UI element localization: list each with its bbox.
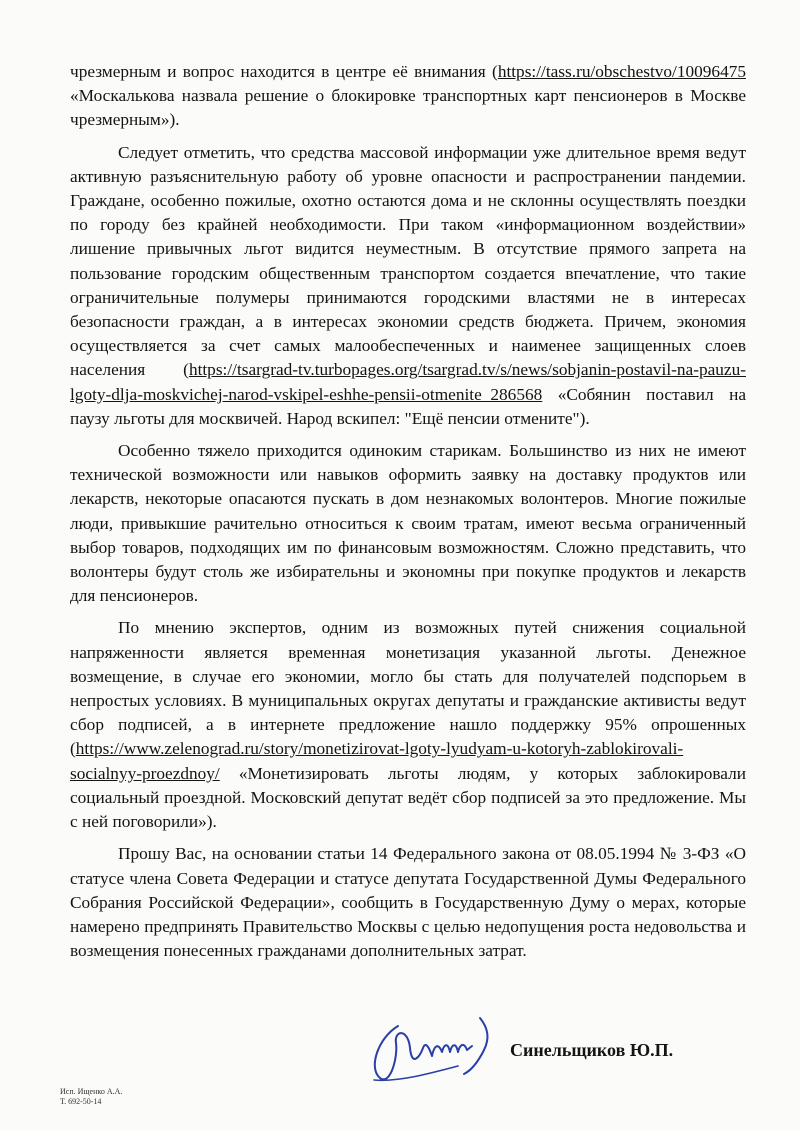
paragraph-3: Особенно тяжело приходится одиноким старикам. Большинство из них не имеют технической возможности или навыков оформить заявку на доставку продуктов или лекарств, некоторые опасаются пускать в дом незнакомых волонтеров. Многие пожилые люди, привыкшие рачительно относиться к своим тратам, имеют весьма ограниченный выбор товаров, подходящих им по финансовым возможностям. Сложно представить, что волонтеры будут столь же избирательны и экономны при покупке продуктов и лекарств для пенсионеров. (70, 441, 746, 606)
paragraph-5: Прошу Вас, на основании статьи 14 Федерального закона от 08.05.1994 № 3-ФЗ «О статусе члена Совета Федерации и статусе депутата Государственной Думы Федерального Собрания Российской Федерации», сообщить в Государственную Думу о мерах, которые намерено предпринять Правительство Москвы с целью недопущения роста недовольства и возмещения понесенных гражданами дополнительных затрат. (70, 844, 746, 961)
paragraph-1 (70, 60, 746, 133)
executor-name: Исп. Ищенко А.А. (60, 1087, 123, 1096)
tass-link[interactable]: https://tass.ru/obschestvo/10096475 (497, 62, 746, 81)
paragraph-1-text-end: «Москалькова назвала решение о блокировке транспортных карт пенсионеров в Москве чрезмерным»). (70, 86, 746, 130)
paragraph-1-text-start: чрезмерным и вопрос находится в центре её внимания ( (70, 62, 498, 81)
paragraph-4 (70, 616, 746, 834)
handwritten-signature (368, 1008, 508, 1088)
signature-icon (368, 1008, 508, 1088)
paragraph-2 (70, 141, 746, 431)
executor-phone: Т. 692-50-14 (60, 1097, 102, 1106)
zelenograd-link[interactable]: https://www.zelenograd.ru/story/monetizirovat-lgoty-lyudyam-u-kotoryh-zablokirovali-socialnyy-proezdnoy/ (70, 739, 684, 783)
signer-name: Синельщиков Ю.П. (510, 1040, 674, 1060)
paragraph-2-text-end: «Собянин поставил на паузу льготы для москвичей. Народ вскипел: "Ещё пенсии отмените"). (70, 384, 746, 428)
paragraph-4-text-end: «Монетизировать льготы людям, у которых заблокировали социальный проездной. Московский депутат ведёт сбор подписей за это предложение. Мы с ней поговорили»). (70, 763, 746, 832)
tsargrad-link[interactable]: https://tsargrad-tv.turbopages.org/tsargrad.tv/s/news/sobjanin-postavil-na-pauzu-lgoty-dlja-moskvichej-narod-vskipel-eshhe-pensii-otmenite_286568 (70, 360, 746, 404)
paragraph-4-text-start: По мнению экспертов, одним из возможных путей снижения социальной напряженности является временная монетизация указанной льготы. Денежное возмещение, в случае его экономии, могло бы стать для получателей подспорьем в непростых условиях. В муниципальных округах депутаты и гражданские активисты ведут сбор подписей, а в интернете предложение нашло поддержку 95% опрошенных ( (70, 618, 746, 759)
letter-body (70, 60, 746, 963)
paragraph-2-text-start: Следует отметить, что средства массовой информации уже длительное время ведут активную разъяснительную работу об уровне опасности и распространении пандемии. Граждане, особенно пожилые, охотно остаются дома и не склонны осуществлять поездки по городу без крайней необходимости. При таком «информационном воздействии» лишение привычных льгот видится неуместным. В отсутствие прямого запрета на пользование городским общественным транспортом создается впечатление, что такие ограничительные полумеры принимаются городскими властями не в интересах безопасности граждан, а в интересах экономии средств бюджета. Причем, экономия осуществляется за счет самых малообеспеченных и наименее защищенных слоев населения ( (70, 142, 746, 380)
executor-info (60, 1087, 122, 1107)
